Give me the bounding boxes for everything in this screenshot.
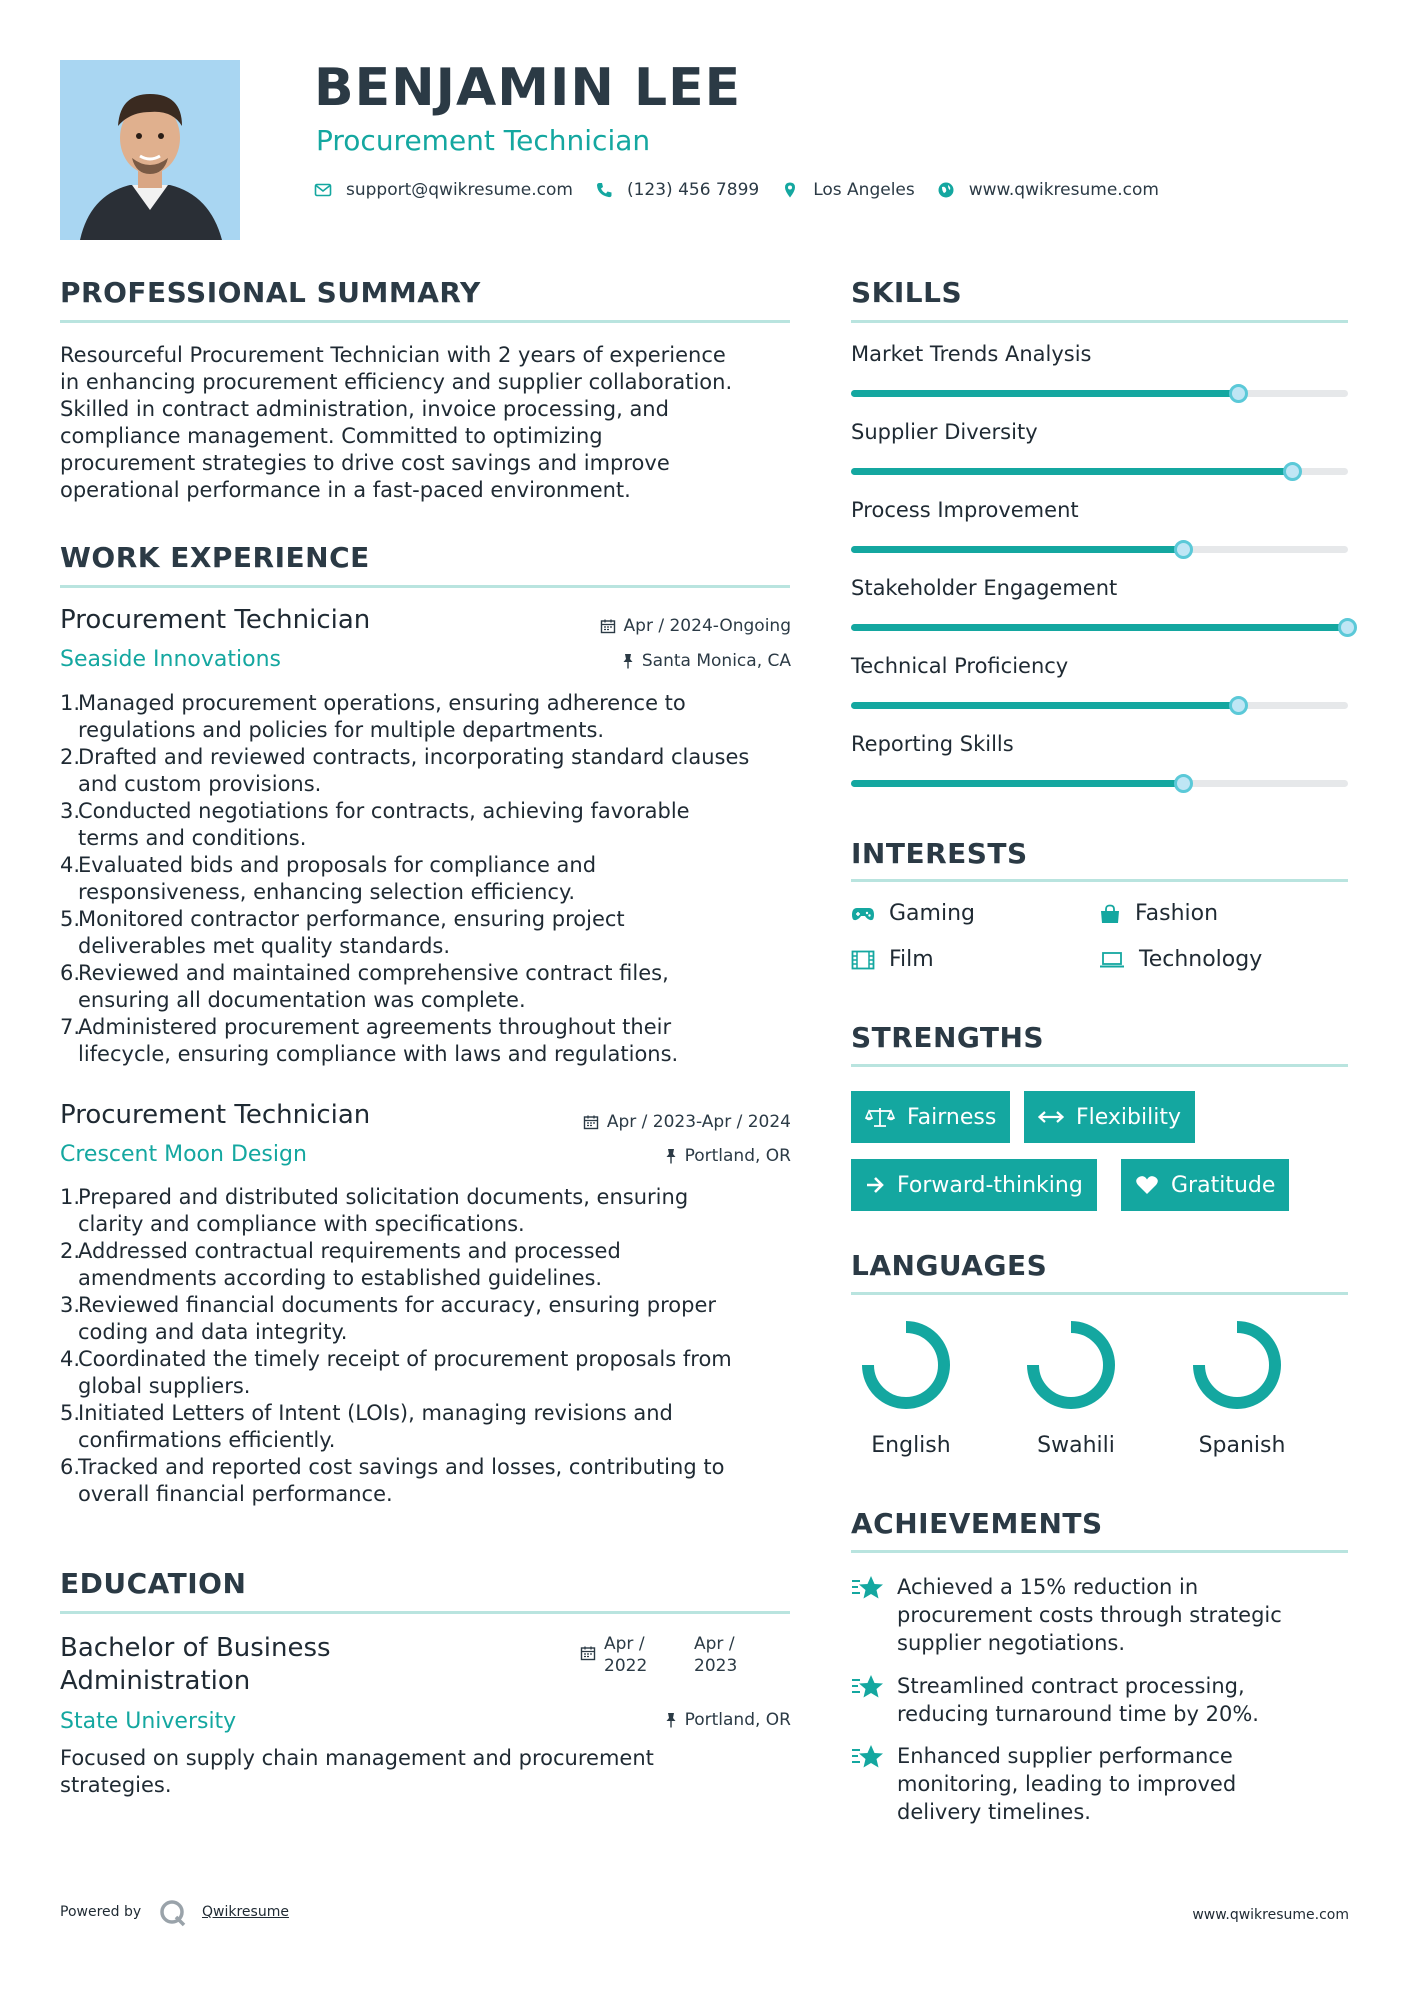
education-location-text: Portland, OR	[684, 1710, 791, 1730]
heart-icon	[1135, 1175, 1159, 1195]
strength-label: Gratitude	[1171, 1172, 1276, 1198]
interest-label: Fashion	[1135, 901, 1219, 926]
pushpin-icon	[622, 653, 634, 669]
profile-photo	[60, 60, 240, 240]
list-item: 1. Prepared and distributed solicitation documents, ensuring clarity and compliance with specifications.	[60, 1185, 689, 1236]
film-icon	[851, 950, 875, 970]
skills-heading: SKILLS	[851, 276, 963, 309]
language-level-ring	[868, 1327, 944, 1403]
skill-label: Technical Proficiency	[851, 654, 1069, 678]
degree-line: Administration	[60, 1666, 251, 1696]
globe-icon	[937, 181, 955, 199]
education-rule	[60, 1611, 790, 1614]
powered-by-label: Powered by	[60, 1904, 142, 1920]
experience-rule	[60, 585, 790, 588]
skill-row	[851, 732, 1348, 756]
company-name: Seaside Innovations	[60, 647, 281, 672]
job-dates-text: Apr / 2024-Ongoing	[623, 616, 791, 636]
calendar-icon	[600, 618, 616, 634]
job-title: Procurement Technician	[60, 1100, 371, 1130]
strength-label: Fairness	[907, 1104, 997, 1130]
education-dates	[580, 1633, 737, 1677]
phone-icon	[595, 181, 613, 199]
skill-level-knob	[1174, 540, 1193, 559]
shopping-bag-icon	[1099, 904, 1121, 924]
list-item: 4. Evaluated bids and proposals for compliance and responsiveness, enhancing selection efficiency.	[60, 853, 597, 904]
footer-url[interactable]: www.qwikresume.com	[1192, 1907, 1349, 1923]
contact-bar	[314, 180, 1181, 200]
skill-row	[851, 654, 1348, 678]
education-end: Apr / 2023	[694, 1634, 738, 1676]
achievement-item	[851, 1742, 1236, 1826]
strength-chip-gratitude	[1121, 1159, 1289, 1211]
arrow-right-icon	[865, 1176, 885, 1194]
job-dates	[600, 616, 791, 636]
job-dates-text: Apr / 2023-Apr / 2024	[606, 1112, 791, 1132]
job-title: Procurement Technician	[60, 605, 371, 635]
skill-level-knob	[1229, 696, 1248, 715]
star-icon	[851, 1742, 885, 1772]
skill-level-bar	[851, 390, 1348, 397]
interests-rule	[851, 879, 1348, 882]
achievement-item	[851, 1573, 1282, 1657]
candidate-role: Procurement Technician	[316, 124, 651, 157]
list-item: 5. Initiated Letters of Intent (LOIs), managing revisions and confirmations efficiently.	[60, 1401, 673, 1452]
achievement-text: Enhanced supplier performance monitoring, leading to improved delivery timelines.	[897, 1744, 1237, 1824]
pushpin-icon	[665, 1148, 677, 1164]
summary-rule	[60, 320, 790, 323]
skill-level-knob	[1229, 384, 1248, 403]
job-location-text: Portland, OR	[684, 1146, 791, 1166]
strengths-heading: STRENGTHS	[851, 1021, 1045, 1054]
balance-scale-icon	[865, 1106, 895, 1128]
list-item: 6. Tracked and reported cost savings and losses, contributing to overall financial performance.	[60, 1455, 725, 1506]
achievements-heading: ACHIEVEMENTS	[851, 1507, 1103, 1540]
job-bullets	[60, 690, 800, 1068]
list-item: 2. Addressed contractual requirements and processed amendments according to established guidelines.	[60, 1239, 621, 1290]
qwikresume-logo-icon	[158, 1898, 188, 1928]
list-item: 3. Conducted negotiations for contracts, achieving favorable terms and conditions.	[60, 799, 690, 850]
skill-level-bar	[851, 468, 1348, 475]
candidate-name: BENJAMIN LEE	[314, 58, 742, 118]
list-item: 3. Reviewed financial documents for accuracy, ensuring proper coding and data integrity.	[60, 1293, 717, 1344]
skill-row	[851, 576, 1348, 600]
list-item: 7. Administered procurement agreements throughout their lifecycle, ensuring compliance with laws and regulations.	[60, 1015, 679, 1066]
map-pin-icon	[781, 181, 799, 199]
interest-label: Technology	[1139, 947, 1263, 972]
contact-location: Los Angeles	[813, 180, 915, 200]
pushpin-icon	[665, 1712, 677, 1728]
degree-line: Bachelor of Business	[60, 1633, 331, 1663]
list-item: 1. Managed procurement operations, ensuring adherence to regulations and policies for multiple departments.	[60, 691, 686, 742]
language-label: Swahili	[1037, 1433, 1115, 1458]
star-icon	[851, 1573, 885, 1603]
interests-heading: INTERESTS	[851, 837, 1028, 870]
summary-line: Skilled in contract administration, invoice processing, and	[60, 397, 669, 421]
summary-line: compliance management. Committed to optimizing	[60, 424, 603, 448]
calendar-icon	[580, 1645, 596, 1661]
interest-label: Film	[889, 947, 934, 972]
company-name: Crescent Moon Design	[60, 1142, 307, 1167]
interest-fashion	[1099, 901, 1218, 926]
skill-level-fill	[851, 546, 1184, 553]
achievements-rule	[851, 1550, 1348, 1553]
skill-level-knob	[1174, 774, 1193, 793]
laptop-icon	[1099, 951, 1125, 969]
language-rings	[851, 1315, 1348, 1425]
education-location	[665, 1710, 791, 1730]
person-portrait-icon	[60, 60, 240, 240]
skill-label: Reporting Skills	[851, 732, 1014, 756]
strength-label: Forward-thinking	[897, 1172, 1083, 1198]
contact-website[interactable]: www.qwikresume.com	[968, 180, 1159, 200]
language-label: Spanish	[1198, 1433, 1286, 1458]
languages-heading: LANGUAGES	[851, 1249, 1048, 1282]
list-item: 5. Monitored contractor performance, ensuring project deliverables met quality standards.	[60, 907, 625, 958]
skill-level-bar	[851, 780, 1348, 787]
list-item: 4. Coordinated the timely receipt of procurement proposals from global suppliers.	[60, 1347, 732, 1398]
school-name: State University	[60, 1709, 237, 1734]
skill-level-knob	[1338, 618, 1357, 637]
skill-label: Market Trends Analysis	[851, 342, 1092, 366]
job-location	[665, 1146, 791, 1166]
strengths-rule	[851, 1064, 1348, 1067]
contact-phone[interactable]: (123) 456 7899	[626, 180, 760, 200]
strength-chip-forward-thinking	[851, 1159, 1097, 1211]
interest-label: Gaming	[889, 901, 975, 926]
contact-email[interactable]: support@qwikresume.com	[346, 180, 573, 200]
skill-label: Process Improvement	[851, 498, 1079, 522]
language-level-ring	[1199, 1327, 1275, 1403]
achievement-text: Achieved a 15% reduction in procurement costs through strategic supplier negotiations.	[897, 1575, 1282, 1655]
summary-line: in enhancing procurement efficiency and supplier collaboration.	[60, 370, 733, 394]
strength-chip-fairness	[851, 1091, 1010, 1143]
skill-label: Supplier Diversity	[851, 420, 1038, 444]
strength-chip-flexibility	[1024, 1091, 1195, 1143]
language-level-ring	[1033, 1327, 1109, 1403]
skill-row	[851, 498, 1348, 522]
job-dates	[583, 1112, 791, 1132]
summary-text	[60, 342, 800, 504]
achievement-text: Streamlined contract processing, reducing turnaround time by 20%.	[897, 1674, 1259, 1726]
interest-film	[851, 947, 934, 972]
summary-line: operational performance in a fast-paced environment.	[60, 478, 631, 502]
experience-heading: WORK EXPERIENCE	[60, 541, 370, 574]
languages-rule	[851, 1292, 1348, 1295]
skill-level-fill	[851, 780, 1184, 787]
envelope-icon	[314, 181, 332, 199]
qwikresume-link[interactable]: Qwikresume	[202, 1904, 289, 1920]
language-label: English	[871, 1433, 951, 1458]
education-heading: EDUCATION	[60, 1567, 247, 1600]
calendar-icon	[583, 1114, 599, 1130]
skill-level-bar	[851, 624, 1348, 631]
skill-level-fill	[851, 390, 1239, 397]
skill-level-bar	[851, 546, 1348, 553]
strength-label: Flexibility	[1076, 1104, 1181, 1130]
arrows-horizontal-icon	[1038, 1110, 1064, 1124]
job-location	[622, 651, 791, 671]
achievement-item	[851, 1672, 1259, 1728]
list-item: 6. Reviewed and maintained comprehensive contract files, ensuring all documentation was complete.	[60, 961, 669, 1012]
skill-level-fill	[851, 468, 1293, 475]
degree-title	[60, 1632, 331, 1698]
summary-line: procurement strategies to drive cost savings and improve	[60, 451, 670, 475]
gamepad-icon	[851, 905, 875, 923]
job-bullets	[60, 1184, 800, 1508]
summary-heading: PROFESSIONAL SUMMARY	[60, 276, 481, 309]
summary-line: Resourceful Procurement Technician with 2 years of experience	[60, 343, 726, 367]
interest-technology	[1099, 947, 1262, 972]
skill-row	[851, 342, 1348, 366]
skills-rule	[851, 320, 1348, 323]
skill-level-fill	[851, 702, 1239, 709]
skill-level-bar	[851, 702, 1348, 709]
interest-gaming	[851, 901, 975, 926]
star-icon	[851, 1672, 885, 1702]
list-item: 2. Drafted and reviewed contracts, incorporating standard clauses and custom provisions.	[60, 745, 750, 796]
skill-label: Stakeholder Engagement	[851, 576, 1118, 600]
skill-level-knob	[1283, 462, 1302, 481]
education-description: Focused on supply chain management and procurement strategies.	[60, 1746, 654, 1797]
education-start: Apr / 2022	[604, 1634, 648, 1676]
skill-row	[851, 420, 1348, 444]
job-location-text: Santa Monica, CA	[641, 651, 791, 671]
skill-level-fill	[851, 624, 1348, 631]
